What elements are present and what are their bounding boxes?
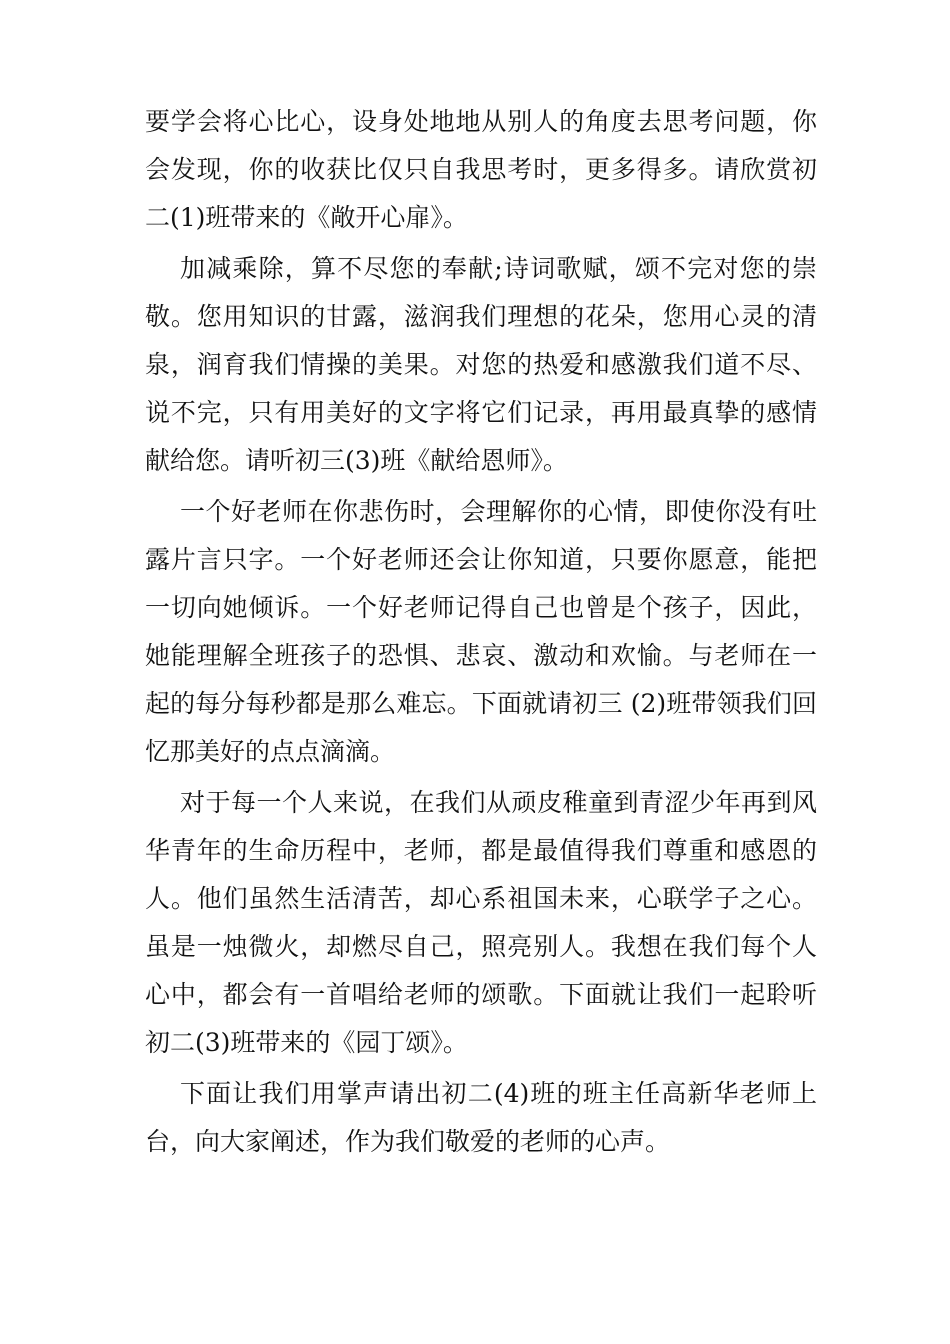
paragraph-3: 一个好老师在你悲伤时，会理解你的心情，即使你没有吐露片言只字。一个好老师还会让你知道，只要你愿意，能把一切向她倾诉。一个好老师记得自己也曾是个孩子，因此，她能理解全班孩子的恐惧、悲哀、激动和欢愉。与老师在一起的每分每秒都是那么难忘。下面就请初三 (2)班带领我们回忆那美好的点点滴滴。 <box>145 497 817 766</box>
paragraph-1: 要学会将心比心，设身处地地从别人的角度去思考问题，你会发现，你的收获比仅只自我思考时，更多得多。请欣赏初二(1)班带来的《敞开心扉》。 <box>145 107 817 232</box>
document-body <box>145 98 817 1169</box>
paragraph-5: 下面让我们用掌声请出初二(4)班的班主任高新华老师上台，向大家阐述，作为我们敬爱的老师的心声。 <box>145 1079 817 1156</box>
paragraph-4: 对于每一个人来说，在我们从顽皮稚童到青涩少年再到风华青年的生命历程中，老师，都是最值得我们尊重和感恩的人。他们虽然生活清苦，却心系祖国未来，心联学子之心。虽是一烛微火，却燃尽自己，照亮别人。我想在我们每个人心中，都会有一首唱给老师的颂歌。下面就让我们一起聆听初二(3)班带来的《园丁颂》。 <box>145 788 817 1057</box>
paragraph-2: 加减乘除，算不尽您的奉献;诗词歌赋，颂不完对您的崇敬。您用知识的甘露，滋润我们理想的花朵，您用心灵的清泉，润育我们情操的美果。对您的热爱和感激我们道不尽、说不完，只有用美好的文字将它们记录，再用最真挚的感情献给您。请听初三(3)班《献给恩师》。 <box>145 254 817 475</box>
